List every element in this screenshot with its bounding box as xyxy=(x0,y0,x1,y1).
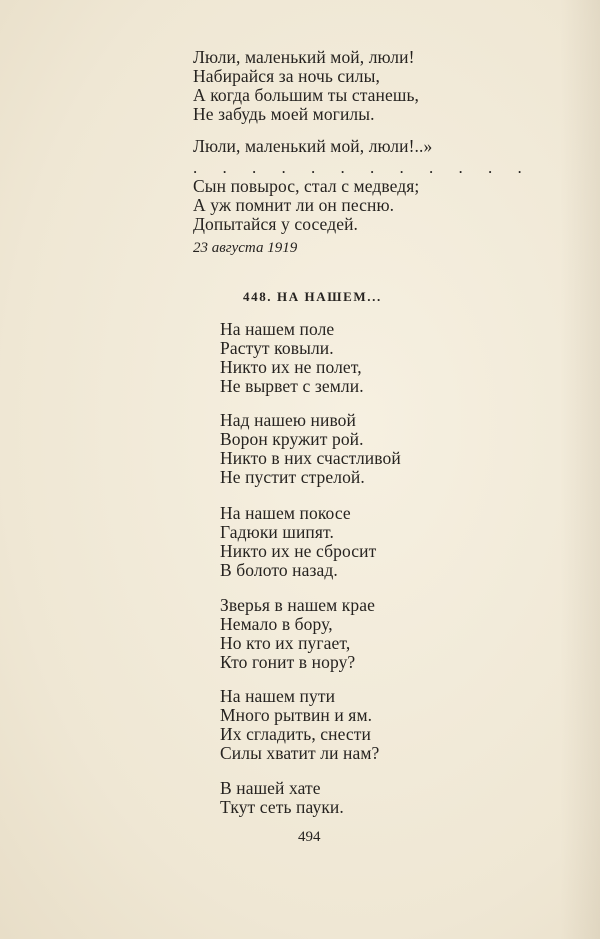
verse-line: Набирайся за ночь силы, xyxy=(193,66,380,86)
page-number: 494 xyxy=(298,829,321,845)
previous-poem-stanza-2 xyxy=(193,177,419,234)
verse-line: Растут ковыли. xyxy=(220,338,334,358)
poem-stanza-5 xyxy=(220,687,379,763)
poem-date xyxy=(193,239,297,257)
verse-line: Над нашею нивой xyxy=(220,410,356,430)
verse-line: Не вырвет с земли. xyxy=(220,376,364,396)
poem-stanza-3 xyxy=(220,504,376,580)
verse-line: В болото назад. xyxy=(220,560,338,580)
verse-line: Сын повырос, стал с медведя; xyxy=(193,176,420,196)
verse-line: Но кто их пугает, xyxy=(220,633,351,653)
previous-poem-refrain xyxy=(193,137,432,156)
verse-line: Не пустит стрелой. xyxy=(220,467,365,487)
verse-line: Много рытвин и ям. xyxy=(220,705,373,725)
verse-line: На нашем поле xyxy=(220,319,335,339)
poem-stanza-2 xyxy=(220,411,401,487)
verse-line: А уж помнит ли он песню. xyxy=(193,195,395,215)
ellipsis-dots: . . . . . . . . . . . . xyxy=(193,158,533,177)
verse-line: Не забудь моей могилы. xyxy=(193,104,375,124)
poem-title: 448. НА НАШЕМ... xyxy=(243,289,382,304)
verse-line: Гадюки шипят. xyxy=(220,522,334,542)
verse-line: Никто в них счастливой xyxy=(220,448,401,468)
verse-line: Люли, маленький мой, люли! xyxy=(193,47,415,67)
verse-line: Ткут сеть пауки. xyxy=(220,797,344,817)
verse-line: Кто гонит в нору? xyxy=(220,652,356,672)
verse-line: В нашей хате xyxy=(220,778,321,798)
page-edge-shadow xyxy=(560,0,600,939)
verse-line: Никто их не сбросит xyxy=(220,541,377,561)
verse-line: Их сгладить, снести xyxy=(220,724,371,744)
verse-line: Силы хватит ли нам? xyxy=(220,743,380,763)
verse-line: Люли, маленький мой, люли!..» xyxy=(193,136,433,156)
poem-stanza-1 xyxy=(220,320,364,396)
verse-line: На нашем покосе xyxy=(220,503,351,523)
previous-poem-stanza-1 xyxy=(193,48,419,124)
poem-stanza-4 xyxy=(220,596,375,672)
poem-stanza-6 xyxy=(220,779,344,817)
verse-line: Допытайся у соседей. xyxy=(193,214,359,234)
verse-line: А когда большим ты станешь, xyxy=(193,85,419,105)
date-text: 23 августа 1919 xyxy=(193,240,298,256)
verse-line: Зверья в нашем крае xyxy=(220,595,375,615)
verse-line: Никто их не полет, xyxy=(220,357,362,377)
ellipsis-row xyxy=(193,158,533,177)
verse-line: Ворон кружит рой. xyxy=(220,429,364,449)
verse-line: Немало в бору, xyxy=(220,614,333,634)
verse-line: На нашем пути xyxy=(220,686,336,706)
